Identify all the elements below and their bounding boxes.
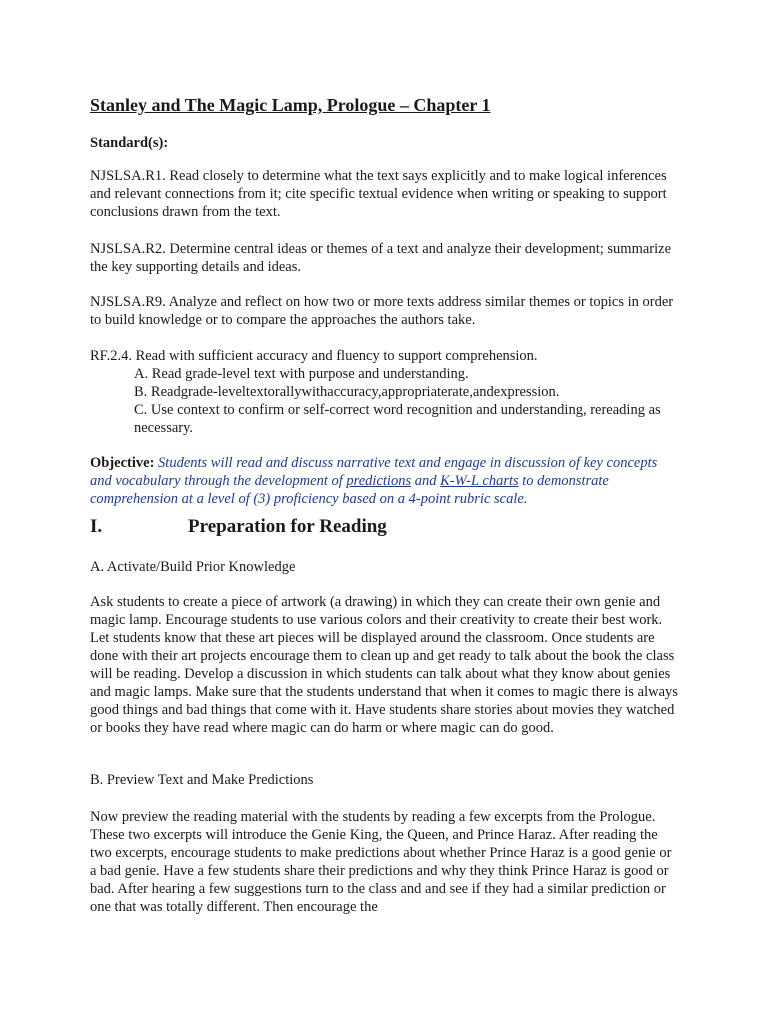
- rf-item-c: C. Use context to confirm or self-correct word recognition and understanding, rereading as necessary.: [134, 402, 661, 436]
- rf-item-b: B. Readgrade-leveltextorallywithaccuracy,appropriaterate,andexpression.: [134, 384, 560, 400]
- objective-text-part: to demonstrate comprehension at a level of (3) proficiency based on a 4-point rubric scale.: [90, 473, 609, 507]
- subsection-a-heading: A. Activate/Build Prior Knowledge: [90, 559, 296, 575]
- section-number: I.: [90, 516, 103, 537]
- subsection-b-body: Now preview the reading material with the students by reading a few excerpts from the Prologue. These two excerpts will introduce the Genie King, the Queen, and Prince Haraz. After reading the two excerpts, encourage students to make predictions about whether Prince Haraz is a good genie or a bad genie. Have a few students share their predictions and why they think Prince Haraz is good or bad. After hearing a few suggestions turn to the class and and see if they had a similar prediction or one that was totally different. Then encourage the: [90, 809, 672, 915]
- standards-label: Standard(s):: [90, 135, 169, 151]
- objective-text-part: and: [411, 473, 441, 489]
- standard-r1: NJSLSA.R1. Read closely to determine what the text says explicitly and to make logical inferences and relevant connections from it; cite specific textual evidence when writing or speaking to support conclusions drawn from the text.: [90, 168, 667, 220]
- section-heading: [90, 515, 680, 539]
- kwl-charts-link[interactable]: K-W-L charts: [440, 473, 519, 489]
- objective-label: Objective:: [90, 455, 155, 471]
- predictions-link[interactable]: predictions: [346, 473, 412, 489]
- objective: [90, 454, 680, 508]
- objective-text-part: Students will read and discuss narrative text and engage in discussion of key concepts and vocabulary through the development of: [90, 455, 658, 489]
- page-title: Stanley and The Magic Lamp, Prologue – Chapter 1: [90, 95, 491, 115]
- objective-text: [90, 455, 657, 507]
- standard-r2: NJSLSA.R2. Determine central ideas or themes of a text and analyze their development; summarize the key supporting details and ideas.: [90, 241, 672, 275]
- subsection-a-body: Ask students to create a piece of artwork (a drawing) in which they can create their own genie and magic lamp. Encourage students to use various colors and their creativity to create their best work. Let students know that these art pieces will be displayed around the classroom. Once students are done with their art projects encourage them to clean up and get ready to talk about the book the class will be reading. Develop a discussion in which students can talk about what they know about genies and magic lamps. Make sure that the students understand that when it comes to magic there is always good things and bad things that come with it. Have students share stories about movies they watched or books they have read where magic can do harm or where magic can do good.: [90, 594, 678, 736]
- rf-intro: RF.2.4. Read with sufficient accuracy and fluency to support comprehension.: [90, 348, 538, 364]
- standard-r9: NJSLSA.R9. Analyze and reflect on how two or more texts address similar themes or topics in order to build knowledge or to compare the approaches the authors take.: [90, 294, 674, 328]
- section-title: Preparation for Reading: [188, 516, 387, 537]
- subsection-b-heading: B. Preview Text and Make Predictions: [90, 772, 314, 788]
- rf-item-a: A. Read grade-level text with purpose and understanding.: [134, 366, 469, 382]
- standard-rf24: [90, 347, 680, 437]
